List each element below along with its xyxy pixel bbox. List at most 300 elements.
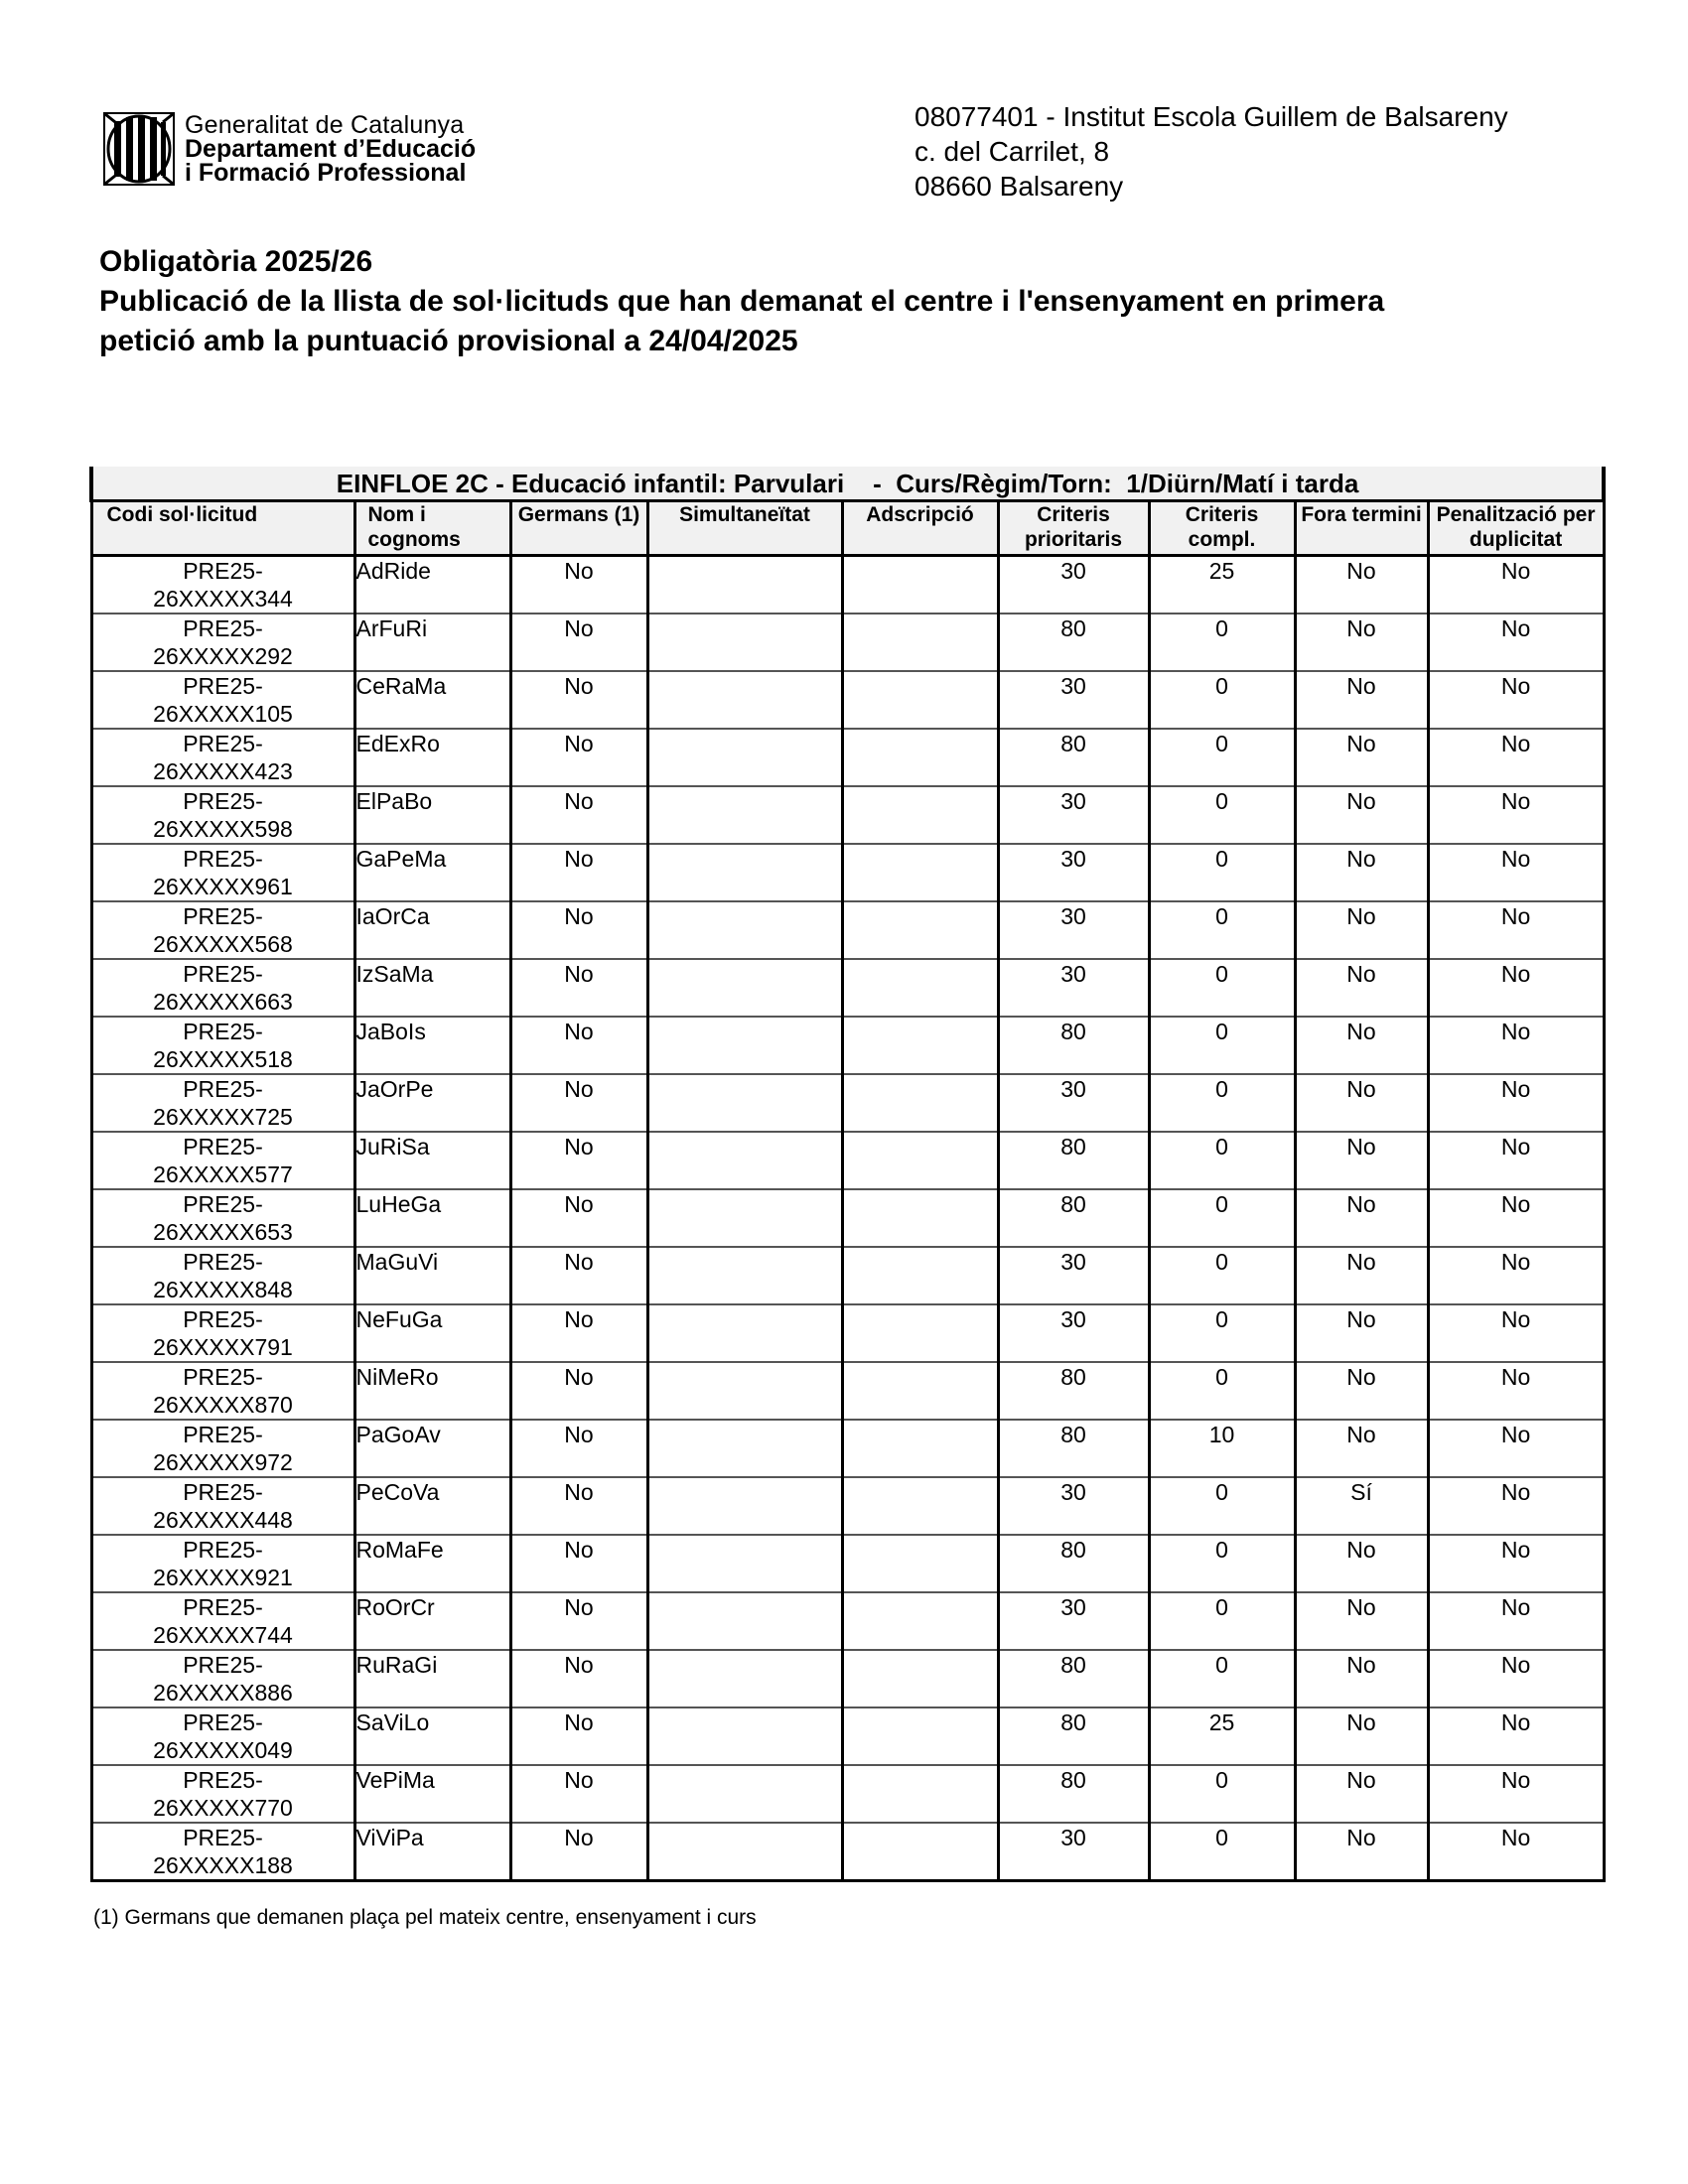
cell-code <box>91 729 354 786</box>
code-line-2: 26XXXXX972 <box>153 1449 293 1475</box>
table-row <box>91 1765 1604 1823</box>
cell-simultaneitat <box>647 1420 842 1477</box>
code-line-2: 26XXXXX568 <box>153 931 293 957</box>
cell-penalitzacio: No <box>1428 1535 1604 1592</box>
cell-penalitzacio: No <box>1428 901 1604 959</box>
table-row <box>91 844 1604 901</box>
code-line-2: 26XXXXX663 <box>153 989 293 1015</box>
cell-name: SaViLo <box>354 1707 510 1765</box>
cell-simultaneitat <box>647 1132 842 1189</box>
cell-criteris-compl: 0 <box>1149 671 1295 729</box>
cell-adscripcio <box>842 1592 998 1650</box>
cell-name: JaBoIs <box>354 1017 510 1074</box>
cell-fora-termini: No <box>1295 556 1428 614</box>
cell-name: EdExRo <box>354 729 510 786</box>
code-line-1: PRE25- <box>183 1594 263 1620</box>
cell-germans: No <box>510 1535 647 1592</box>
code-line-1: PRE25- <box>183 1767 263 1793</box>
code-line-2: 26XXXXX344 <box>153 586 293 612</box>
cell-adscripcio <box>842 556 998 614</box>
cell-fora-termini: No <box>1295 1707 1428 1765</box>
cell-code <box>91 1017 354 1074</box>
code-line-1: PRE25- <box>183 1364 263 1390</box>
cell-criteris-prioritaris: 30 <box>998 671 1149 729</box>
code-line-1: PRE25- <box>183 673 263 699</box>
cell-code <box>91 959 354 1017</box>
code-line-1: PRE25- <box>183 903 263 929</box>
cell-fora-termini: No <box>1295 1823 1428 1881</box>
cell-name: NeFuGa <box>354 1304 510 1362</box>
cell-criteris-compl: 25 <box>1149 1707 1295 1765</box>
org-name: Generalitat de Catalunya <box>185 111 465 139</box>
cell-code <box>91 1304 354 1362</box>
code-line-2: 26XXXXX770 <box>153 1795 293 1821</box>
cell-adscripcio <box>842 844 998 901</box>
cell-code <box>91 1362 354 1420</box>
cell-criteris-prioritaris: 80 <box>998 1017 1149 1074</box>
cell-name: PaGoAv <box>354 1420 510 1477</box>
col-header-name: Nom i cognoms <box>354 501 510 556</box>
cell-germans: No <box>510 1247 647 1304</box>
table-row <box>91 1362 1604 1420</box>
cell-code <box>91 786 354 844</box>
cell-germans: No <box>510 1189 647 1247</box>
cell-adscripcio <box>842 1477 998 1535</box>
table-row <box>91 1823 1604 1881</box>
cell-code <box>91 614 354 671</box>
table-row <box>91 786 1604 844</box>
cell-germans: No <box>510 786 647 844</box>
cell-fora-termini: No <box>1295 671 1428 729</box>
code-line-1: PRE25- <box>183 1825 263 1850</box>
cell-simultaneitat <box>647 1707 842 1765</box>
cell-simultaneitat <box>647 1017 842 1074</box>
cell-penalitzacio: No <box>1428 1189 1604 1247</box>
cell-adscripcio <box>842 1707 998 1765</box>
document-title <box>99 242 1384 361</box>
cell-adscripcio <box>842 1247 998 1304</box>
cell-penalitzacio: No <box>1428 1420 1604 1477</box>
code-line-2: 26XXXXX848 <box>153 1277 293 1302</box>
cell-simultaneitat <box>647 1592 842 1650</box>
code-line-2: 26XXXXX870 <box>153 1392 293 1418</box>
cell-name: CeRaMa <box>354 671 510 729</box>
cell-code <box>91 1420 354 1477</box>
cell-criteris-compl: 0 <box>1149 844 1295 901</box>
cell-adscripcio <box>842 959 998 1017</box>
cell-adscripcio <box>842 1823 998 1881</box>
code-line-1: PRE25- <box>183 1306 263 1332</box>
applications-table <box>89 467 1606 1882</box>
table-row <box>91 1304 1604 1362</box>
cell-germans: No <box>510 1017 647 1074</box>
cell-penalitzacio: No <box>1428 1247 1604 1304</box>
cell-simultaneitat <box>647 1477 842 1535</box>
cell-criteris-compl: 0 <box>1149 614 1295 671</box>
cell-penalitzacio: No <box>1428 1477 1604 1535</box>
cell-adscripcio <box>842 786 998 844</box>
code-line-1: PRE25- <box>183 731 263 756</box>
cell-criteris-prioritaris: 30 <box>998 1592 1149 1650</box>
code-line-2: 26XXXXX188 <box>153 1852 293 1878</box>
title-year: Obligatòria 2025/26 <box>99 245 373 278</box>
col-header-criteris-prioritaris: Criteris prioritaris <box>998 501 1149 556</box>
cell-penalitzacio: No <box>1428 1074 1604 1132</box>
cell-criteris-compl: 0 <box>1149 1765 1295 1823</box>
cell-penalitzacio: No <box>1428 1132 1604 1189</box>
cell-penalitzacio: No <box>1428 1765 1604 1823</box>
table-row <box>91 1535 1604 1592</box>
cell-adscripcio <box>842 1765 998 1823</box>
cell-criteris-compl: 0 <box>1149 1823 1295 1881</box>
cell-fora-termini: No <box>1295 1765 1428 1823</box>
cell-code <box>91 1247 354 1304</box>
table-row <box>91 614 1604 671</box>
cell-code <box>91 1074 354 1132</box>
cell-name: ViViPa <box>354 1823 510 1881</box>
cell-code <box>91 1132 354 1189</box>
cell-criteris-compl: 0 <box>1149 1017 1295 1074</box>
code-line-2: 26XXXXX518 <box>153 1046 293 1072</box>
code-line-2: 26XXXXX598 <box>153 816 293 842</box>
cell-adscripcio <box>842 671 998 729</box>
code-line-2: 26XXXXX791 <box>153 1334 293 1360</box>
code-line-2: 26XXXXX448 <box>153 1507 293 1533</box>
cell-adscripcio <box>842 901 998 959</box>
cell-name: NiMeRo <box>354 1362 510 1420</box>
cell-simultaneitat <box>647 1650 842 1707</box>
code-line-2: 26XXXXX886 <box>153 1680 293 1706</box>
table-band-title: EINFLOE 2C - Educació infantil: Parvulari - Curs/Règim/Torn: 1/Diürn/Matí i tarda <box>91 467 1604 501</box>
code-line-1: PRE25- <box>183 1537 263 1563</box>
footnote: (1) Germans que demanen plaça pel mateix centre, ensenyament i curs <box>93 1906 757 1929</box>
cell-code <box>91 844 354 901</box>
generalitat-emblem-icon <box>103 112 175 186</box>
code-line-1: PRE25- <box>183 788 263 814</box>
col-header-simultaneitat: Simultaneïtat <box>647 501 842 556</box>
table-row <box>91 729 1604 786</box>
cell-penalitzacio: No <box>1428 1304 1604 1362</box>
cell-fora-termini: No <box>1295 1420 1428 1477</box>
title-main-cont: petició amb la puntuació provisional a 24/04/2025 <box>99 325 798 357</box>
code-line-1: PRE25- <box>183 1422 263 1447</box>
cell-criteris-prioritaris: 80 <box>998 1707 1149 1765</box>
cell-fora-termini: No <box>1295 1074 1428 1132</box>
cell-criteris-prioritaris: 80 <box>998 1420 1149 1477</box>
table-row <box>91 1650 1604 1707</box>
cell-fora-termini: No <box>1295 1362 1428 1420</box>
cell-simultaneitat <box>647 556 842 614</box>
cell-fora-termini: No <box>1295 614 1428 671</box>
table-row <box>91 1477 1604 1535</box>
cell-criteris-prioritaris: 30 <box>998 1304 1149 1362</box>
cell-germans: No <box>510 1420 647 1477</box>
cell-adscripcio <box>842 1189 998 1247</box>
cell-penalitzacio: No <box>1428 1362 1604 1420</box>
code-line-2: 26XXXXX105 <box>153 701 293 727</box>
cell-fora-termini: No <box>1295 1535 1428 1592</box>
cell-criteris-compl: 0 <box>1149 729 1295 786</box>
school-address-block <box>914 99 1508 204</box>
cell-germans: No <box>510 901 647 959</box>
cell-fora-termini: No <box>1295 1017 1428 1074</box>
department-name-cont: i Formació Professional <box>185 159 467 187</box>
cell-simultaneitat <box>647 1535 842 1592</box>
cell-simultaneitat <box>647 844 842 901</box>
cell-simultaneitat <box>647 1765 842 1823</box>
table-row <box>91 671 1604 729</box>
code-line-2: 26XXXXX577 <box>153 1161 293 1187</box>
table-body <box>91 556 1604 1881</box>
title-main: Publicació de la llista de sol·licituds que han demanat el centre i l'ensenyament en primera <box>99 285 1385 318</box>
code-line-1: PRE25- <box>183 961 263 987</box>
cell-code <box>91 1189 354 1247</box>
cell-criteris-prioritaris: 30 <box>998 1074 1149 1132</box>
cell-fora-termini: No <box>1295 1189 1428 1247</box>
cell-simultaneitat <box>647 1247 842 1304</box>
cell-fora-termini: No <box>1295 1592 1428 1650</box>
cell-germans: No <box>510 1765 647 1823</box>
cell-name: GaPeMa <box>354 844 510 901</box>
cell-criteris-compl: 0 <box>1149 1650 1295 1707</box>
cell-name: RoMaFe <box>354 1535 510 1592</box>
cell-criteris-compl: 0 <box>1149 1477 1295 1535</box>
cell-germans: No <box>510 1132 647 1189</box>
cell-adscripcio <box>842 1362 998 1420</box>
cell-fora-termini: No <box>1295 844 1428 901</box>
cell-germans: No <box>510 729 647 786</box>
cell-germans: No <box>510 614 647 671</box>
cell-criteris-prioritaris: 80 <box>998 1650 1149 1707</box>
cell-germans: No <box>510 671 647 729</box>
cell-fora-termini: No <box>1295 1132 1428 1189</box>
cell-name: ElPaBo <box>354 786 510 844</box>
cell-code <box>91 901 354 959</box>
cell-criteris-prioritaris: 80 <box>998 614 1149 671</box>
cell-criteris-compl: 0 <box>1149 1247 1295 1304</box>
cell-adscripcio <box>842 1132 998 1189</box>
department-name: Departament d’Educació <box>185 135 477 163</box>
table-row <box>91 1132 1604 1189</box>
code-line-2: 26XXXXX292 <box>153 643 293 669</box>
cell-criteris-compl: 0 <box>1149 1362 1295 1420</box>
code-line-1: PRE25- <box>183 1249 263 1275</box>
cell-penalitzacio: No <box>1428 1650 1604 1707</box>
cell-penalitzacio: No <box>1428 729 1604 786</box>
cell-name: IzSaMa <box>354 959 510 1017</box>
cell-adscripcio <box>842 1650 998 1707</box>
table-row <box>91 556 1604 614</box>
cell-fora-termini: Sí <box>1295 1477 1428 1535</box>
cell-germans: No <box>510 556 647 614</box>
cell-criteris-prioritaris: 80 <box>998 1362 1149 1420</box>
code-line-1: PRE25- <box>183 1076 263 1102</box>
cell-name: AdRide <box>354 556 510 614</box>
cell-simultaneitat <box>647 1189 842 1247</box>
table-row <box>91 1189 1604 1247</box>
cell-criteris-prioritaris: 80 <box>998 1132 1149 1189</box>
cell-criteris-compl: 0 <box>1149 1132 1295 1189</box>
cell-name: JaOrPe <box>354 1074 510 1132</box>
cell-criteris-compl: 0 <box>1149 1304 1295 1362</box>
cell-penalitzacio: No <box>1428 671 1604 729</box>
cell-penalitzacio: No <box>1428 556 1604 614</box>
cell-simultaneitat <box>647 671 842 729</box>
cell-criteris-prioritaris: 30 <box>998 1823 1149 1881</box>
cell-criteris-compl: 0 <box>1149 1535 1295 1592</box>
cell-germans: No <box>510 1650 647 1707</box>
header-logo <box>103 112 476 186</box>
code-line-1: PRE25- <box>183 1134 263 1160</box>
cell-penalitzacio: No <box>1428 1707 1604 1765</box>
cell-adscripcio <box>842 1074 998 1132</box>
cell-criteris-compl: 0 <box>1149 901 1295 959</box>
cell-code <box>91 1823 354 1881</box>
cell-criteris-prioritaris: 30 <box>998 1247 1149 1304</box>
cell-code <box>91 1592 354 1650</box>
cell-simultaneitat <box>647 614 842 671</box>
table-row <box>91 1707 1604 1765</box>
cell-penalitzacio: No <box>1428 844 1604 901</box>
cell-name: VePiMa <box>354 1765 510 1823</box>
cell-germans: No <box>510 1823 647 1881</box>
cell-fora-termini: No <box>1295 786 1428 844</box>
table-row <box>91 901 1604 959</box>
cell-fora-termini: No <box>1295 901 1428 959</box>
cell-name: RoOrCr <box>354 1592 510 1650</box>
cell-criteris-prioritaris: 30 <box>998 901 1149 959</box>
school-city: 08660 Balsareny <box>914 171 1124 202</box>
cell-germans: No <box>510 1362 647 1420</box>
cell-criteris-compl: 0 <box>1149 1189 1295 1247</box>
cell-simultaneitat <box>647 1074 842 1132</box>
cell-fora-termini: No <box>1295 1650 1428 1707</box>
cell-criteris-prioritaris: 30 <box>998 959 1149 1017</box>
cell-name: ArFuRi <box>354 614 510 671</box>
col-header-fora-termini: Fora termini <box>1295 501 1428 556</box>
code-line-1: PRE25- <box>183 615 263 641</box>
cell-name: JuRiSa <box>354 1132 510 1189</box>
cell-simultaneitat <box>647 959 842 1017</box>
code-line-1: PRE25- <box>183 846 263 872</box>
school-street: c. del Carrilet, 8 <box>914 136 1110 167</box>
cell-adscripcio <box>842 1535 998 1592</box>
cell-criteris-prioritaris: 30 <box>998 556 1149 614</box>
cell-code <box>91 1535 354 1592</box>
cell-code <box>91 556 354 614</box>
cell-criteris-compl: 0 <box>1149 959 1295 1017</box>
cell-simultaneitat <box>647 786 842 844</box>
col-header-penalitzacio: Penalització per duplicitat <box>1428 501 1604 556</box>
code-line-2: 26XXXXX049 <box>153 1737 293 1763</box>
cell-name: RuRaGi <box>354 1650 510 1707</box>
code-line-2: 26XXXXX961 <box>153 874 293 899</box>
cell-name: MaGuVi <box>354 1247 510 1304</box>
cell-code <box>91 671 354 729</box>
cell-adscripcio <box>842 1420 998 1477</box>
table-row <box>91 1420 1604 1477</box>
cell-code <box>91 1477 354 1535</box>
cell-name: PeCoVa <box>354 1477 510 1535</box>
table-row <box>91 959 1604 1017</box>
cell-criteris-compl: 10 <box>1149 1420 1295 1477</box>
col-header-criteris-compl: Criteris compl. <box>1149 501 1295 556</box>
cell-penalitzacio: No <box>1428 1592 1604 1650</box>
cell-simultaneitat <box>647 1823 842 1881</box>
cell-simultaneitat <box>647 1304 842 1362</box>
table-row <box>91 1247 1604 1304</box>
cell-germans: No <box>510 1074 647 1132</box>
cell-adscripcio <box>842 1017 998 1074</box>
code-line-1: PRE25- <box>183 1191 263 1217</box>
school-name: 08077401 - Institut Escola Guillem de Balsareny <box>914 101 1508 132</box>
cell-criteris-compl: 25 <box>1149 556 1295 614</box>
code-line-1: PRE25- <box>183 1479 263 1505</box>
cell-criteris-prioritaris: 80 <box>998 1189 1149 1247</box>
cell-germans: No <box>510 1477 647 1535</box>
cell-criteris-prioritaris: 30 <box>998 786 1149 844</box>
code-line-1: PRE25- <box>183 1709 263 1735</box>
code-line-2: 26XXXXX423 <box>153 758 293 784</box>
cell-fora-termini: No <box>1295 959 1428 1017</box>
col-header-germans: Germans (1) <box>510 501 647 556</box>
code-line-2: 26XXXXX921 <box>153 1565 293 1590</box>
cell-criteris-prioritaris: 80 <box>998 729 1149 786</box>
cell-name: LuHeGa <box>354 1189 510 1247</box>
cell-code <box>91 1765 354 1823</box>
cell-adscripcio <box>842 1304 998 1362</box>
code-line-1: PRE25- <box>183 558 263 584</box>
code-line-1: PRE25- <box>183 1652 263 1678</box>
code-line-2: 26XXXXX725 <box>153 1104 293 1130</box>
cell-criteris-compl: 0 <box>1149 1074 1295 1132</box>
cell-criteris-prioritaris: 80 <box>998 1765 1149 1823</box>
cell-penalitzacio: No <box>1428 1017 1604 1074</box>
cell-penalitzacio: No <box>1428 786 1604 844</box>
code-line-1: PRE25- <box>183 1019 263 1044</box>
cell-germans: No <box>510 1592 647 1650</box>
cell-fora-termini: No <box>1295 729 1428 786</box>
cell-criteris-compl: 0 <box>1149 1592 1295 1650</box>
cell-adscripcio <box>842 729 998 786</box>
cell-criteris-prioritaris: 80 <box>998 1535 1149 1592</box>
cell-criteris-compl: 0 <box>1149 786 1295 844</box>
cell-germans: No <box>510 844 647 901</box>
cell-code <box>91 1650 354 1707</box>
cell-simultaneitat <box>647 1362 842 1420</box>
code-line-2: 26XXXXX744 <box>153 1622 293 1648</box>
cell-code <box>91 1707 354 1765</box>
code-line-2: 26XXXXX653 <box>153 1219 293 1245</box>
cell-name: IaOrCa <box>354 901 510 959</box>
cell-adscripcio <box>842 614 998 671</box>
cell-fora-termini: No <box>1295 1247 1428 1304</box>
table-row <box>91 1074 1604 1132</box>
cell-fora-termini: No <box>1295 1304 1428 1362</box>
cell-germans: No <box>510 959 647 1017</box>
table-row <box>91 1592 1604 1650</box>
cell-criteris-prioritaris: 30 <box>998 844 1149 901</box>
col-header-adscripcio: Adscripció <box>842 501 998 556</box>
cell-germans: No <box>510 1304 647 1362</box>
cell-germans: No <box>510 1707 647 1765</box>
cell-criteris-prioritaris: 30 <box>998 1477 1149 1535</box>
cell-simultaneitat <box>647 729 842 786</box>
cell-penalitzacio: No <box>1428 1823 1604 1881</box>
table-row <box>91 1017 1604 1074</box>
cell-penalitzacio: No <box>1428 614 1604 671</box>
col-header-code: Codi sol·licitud <box>91 501 354 556</box>
